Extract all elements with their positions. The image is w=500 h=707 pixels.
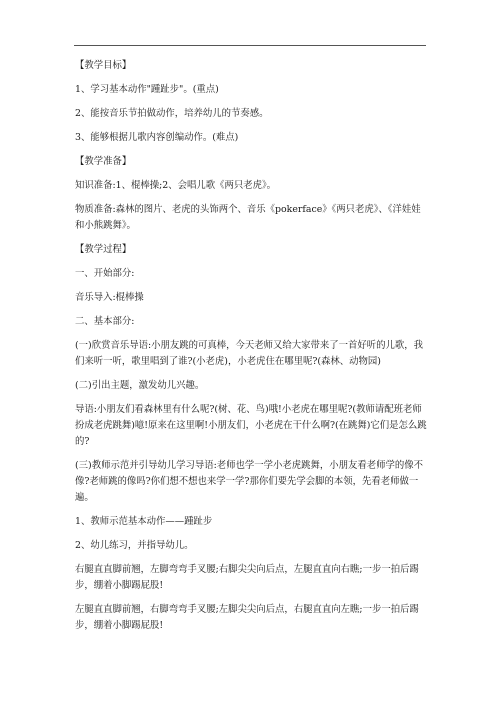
- section-heading-preparation: 【教学准备】: [75, 156, 132, 167]
- part-one-heading: 一、开始部分:: [75, 268, 135, 279]
- knowledge-preparation: 知识准备:1、棍棒操;2、会唱儿歌《两只老虎》。: [75, 180, 277, 191]
- document-body: [75, 58, 427, 634]
- section-heading-objectives: 【教学目标】: [75, 60, 132, 71]
- header-rule: [74, 45, 426, 46]
- part-two-heading: 二、基本部分:: [75, 316, 135, 327]
- children-practice: 2、幼儿练习，并指导幼儿。: [75, 540, 194, 551]
- music-intro: 音乐导入:棍棒操: [75, 292, 144, 303]
- step-two-paragraph: 导语:小朋友们看森林里有什么呢?(树、花、鸟)哦!小老虎在哪里呢?(教师请配班老师扮成老虎跳舞)噫!原来在这里啊!小朋友们，小老虎在干什么啊?(在跳舞)它们是怎么跳的?: [75, 404, 427, 447]
- step-three-paragraph: (三)教师示范并引导幼儿学习导语:老师也学一学小老虎跳舞，小朋友看老师学的像不像?老师跳的像吗?你们想不想也来学一学?那你们要先学会脚的本领，先看老师做一遍。: [75, 460, 423, 503]
- section-heading-process: 【教学过程】: [75, 244, 132, 255]
- rhyme-left: 左腿直直脚前翘，右脚弯弯手叉腰;左脚尖尖向后点，右腿直直向左瞧;一步一拍后踢步，绷着小脚踢屁股!: [75, 604, 419, 631]
- material-preparation: 物质准备:森林的图片、老虎的头饰两个、音乐《pokerface》《两只老虎》、《洋娃娃和小熊跳舞》。: [75, 204, 421, 231]
- step-one-paragraph: (一)欣赏音乐导语:小朋友跳的可真棒，今天老师又给大家带来了一首好听的儿歌，我们来听一听，歌里唱到了谁?(小老虎)，小老虎住在哪里呢?(森林、动物园): [75, 340, 423, 367]
- objective-item-3: 3、能够根据儿歌内容创编动作。(难点): [75, 132, 239, 143]
- step-two-heading: (二)引出主题，激发幼儿兴趣。: [75, 380, 205, 391]
- rhyme-right: 右腿直直脚前翘，左脚弯弯手叉腰;右脚尖尖向后点，左腿直直向右瞧;一步一拍后踢步，绷着小脚踢屁股!: [75, 564, 419, 591]
- objective-item-1: 1、学习基本动作"踵趾步"。(重点): [75, 84, 219, 95]
- objective-item-2: 2、能按音乐节拍做动作，培养幼儿的节奏感。: [75, 108, 269, 119]
- demo-basic-action: 1、教师示范基本动作——踵趾步: [75, 516, 213, 527]
